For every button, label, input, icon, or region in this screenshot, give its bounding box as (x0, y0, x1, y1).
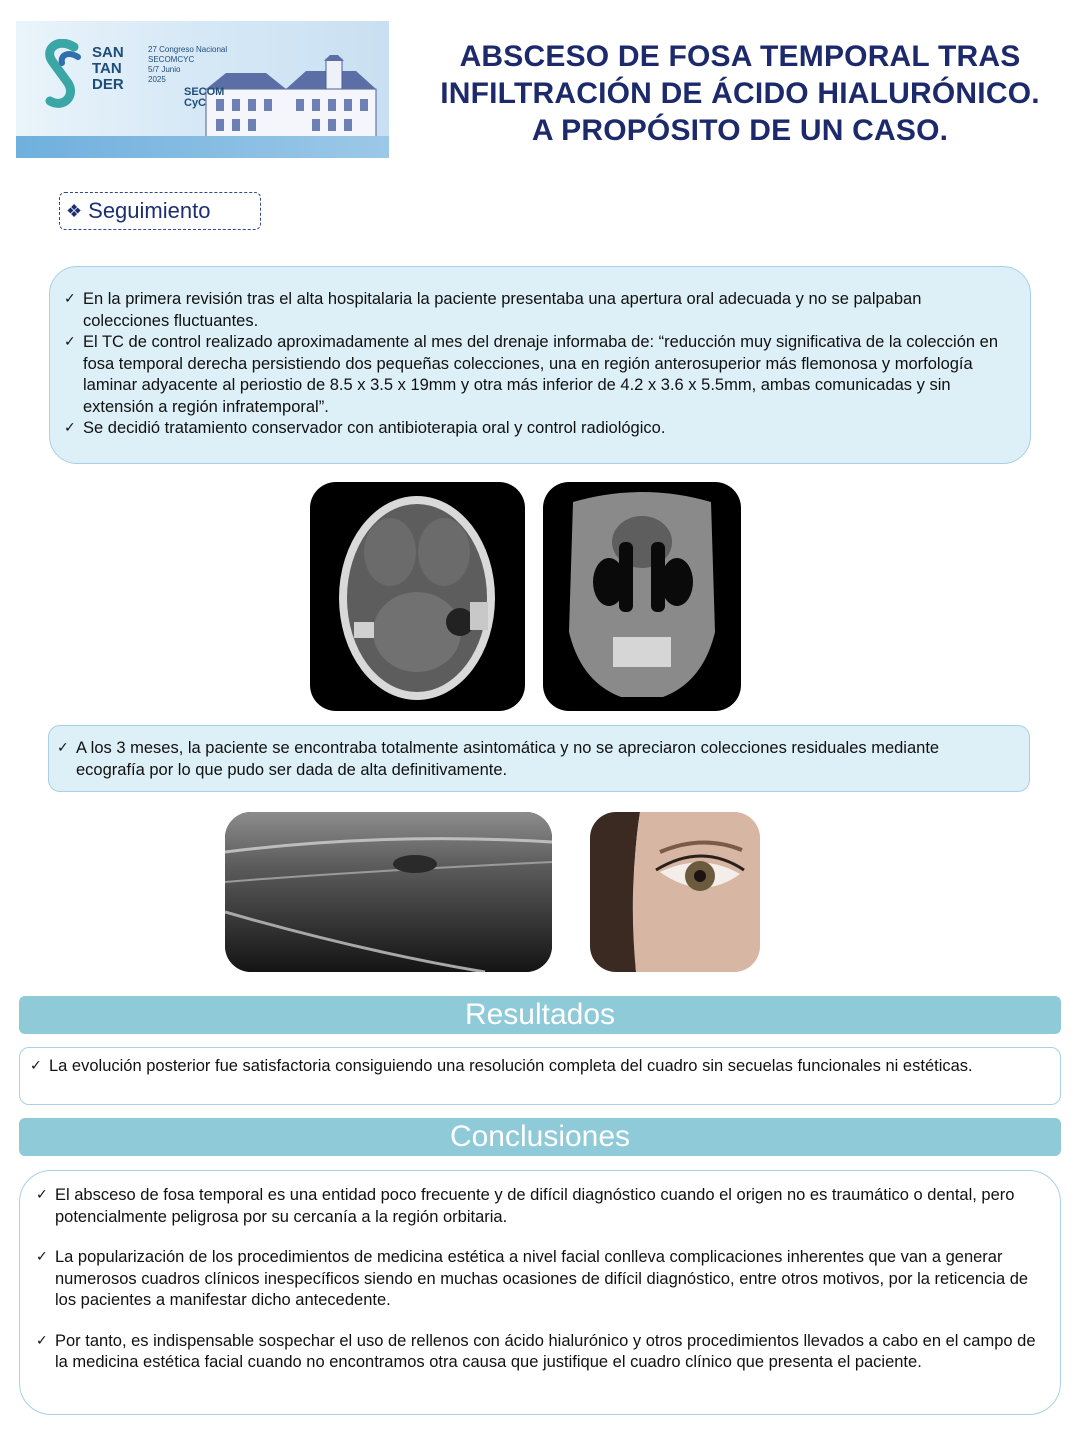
diamond-bullet-icon: ❖ (66, 200, 83, 221)
three-months-box (48, 725, 1030, 792)
logo-line: SAN (92, 44, 124, 61)
poster-title (400, 38, 1080, 149)
secom-line: CyC (184, 97, 207, 109)
title-line: ABSCESO DE FOSA TEMPORAL TRAS (459, 40, 1021, 73)
list-item: ✓ A los 3 meses, la paciente se encontraba totalmente asintomática y no se apreciaron colecciones residuales mediante ecografía por lo que pudo ser dada de alta definitivamente. (57, 738, 1009, 781)
section-tag-seguimiento (59, 192, 261, 230)
banner-band (16, 136, 389, 158)
list-item: ✓ La evolución posterior fue satisfactoria consiguiendo una resolución completa del cuadro sin secuelas funcionales ni estéticas. (30, 1056, 1040, 1078)
congress-line: SECOMCYC (148, 55, 195, 64)
list-item: ✓ El absceso de fosa temporal es una entidad poco frecuente y de difícil diagnóstico cuando el origen no es traumático o dental, pero potencialmente peligrosa por su cercanía a la región orbitaria. (36, 1185, 1040, 1228)
resultados-header: Resultados (19, 996, 1061, 1034)
ultrasound-image (225, 812, 552, 972)
list-item: ✓ El TC de control realizado aproximadamente al mes del drenaje informaba de: “reducción muy significativa de la colección en fosa temporal derecha persistiendo dos pequeñas colecciones, una en región anterosuperior más flemonosa y morfología laminar adyacente al periostio de 8.5 x 3.5 x 19mm y otra más inferior de 4.2 x 3.6 x 5.5mm, ambas comunicadas y sin extensión a región infratemporal”. (64, 332, 1010, 418)
secom-logo (184, 87, 224, 109)
list-item: ✓ Se decidió tratamiento conservador con antibioterapia oral y control radiológico. (64, 418, 1010, 440)
followup-box (49, 266, 1031, 464)
list-item: ✓ La popularización de los procedimientos de medicina estética a nivel facial conlleva complicaciones inherentes que van a generar numerosos cuadros clínicos inespecíficos siendo en muchas ocasiones de difícil diagnóstico, entre otros motivos, por la reticencia de los pacientes a manifestar dicho antecedente. (36, 1247, 1040, 1312)
title-line: A PROPÓSITO DE UN CASO. (531, 114, 949, 147)
congress-logo-text (92, 45, 142, 93)
resultados-box (19, 1047, 1061, 1105)
congress-line: 2025 (148, 75, 166, 84)
section-tag-label: Seguimiento (88, 198, 211, 223)
logo-line: TAN (92, 60, 122, 77)
list-item: ✓ En la primera revisión tras el alta hospitalaria la paciente presentaba una apertura oral adecuada y no se palpaban colecciones fluctuantes. (64, 289, 1010, 332)
congress-banner (16, 21, 389, 158)
list-item: ✓ Por tanto, es indispensable sospechar el uso de rellenos con ácido hialurónico y otros procedimientos llevados a cabo en el campo de la medicina estética facial cuando no encontramos otra causa que justifique el cuadro clínico que presenta el paciente. (36, 1331, 1040, 1374)
congress-line: 27 Congreso Nacional (148, 45, 228, 54)
congress-logo-icon (38, 39, 86, 109)
conclusiones-box (19, 1170, 1061, 1415)
secom-line: SECOM (184, 86, 225, 98)
logo-line: DER (92, 76, 124, 93)
congress-line: 5/7 Junio (148, 65, 181, 74)
patient-eye-photo (590, 812, 760, 972)
conclusiones-header: Conclusiones (19, 1118, 1061, 1156)
ct-axial-image (310, 482, 525, 711)
ct-coronal-image (543, 482, 741, 711)
title-line: INFILTRACIÓN DE ÁCIDO HIALURÓNICO. (440, 77, 1040, 110)
